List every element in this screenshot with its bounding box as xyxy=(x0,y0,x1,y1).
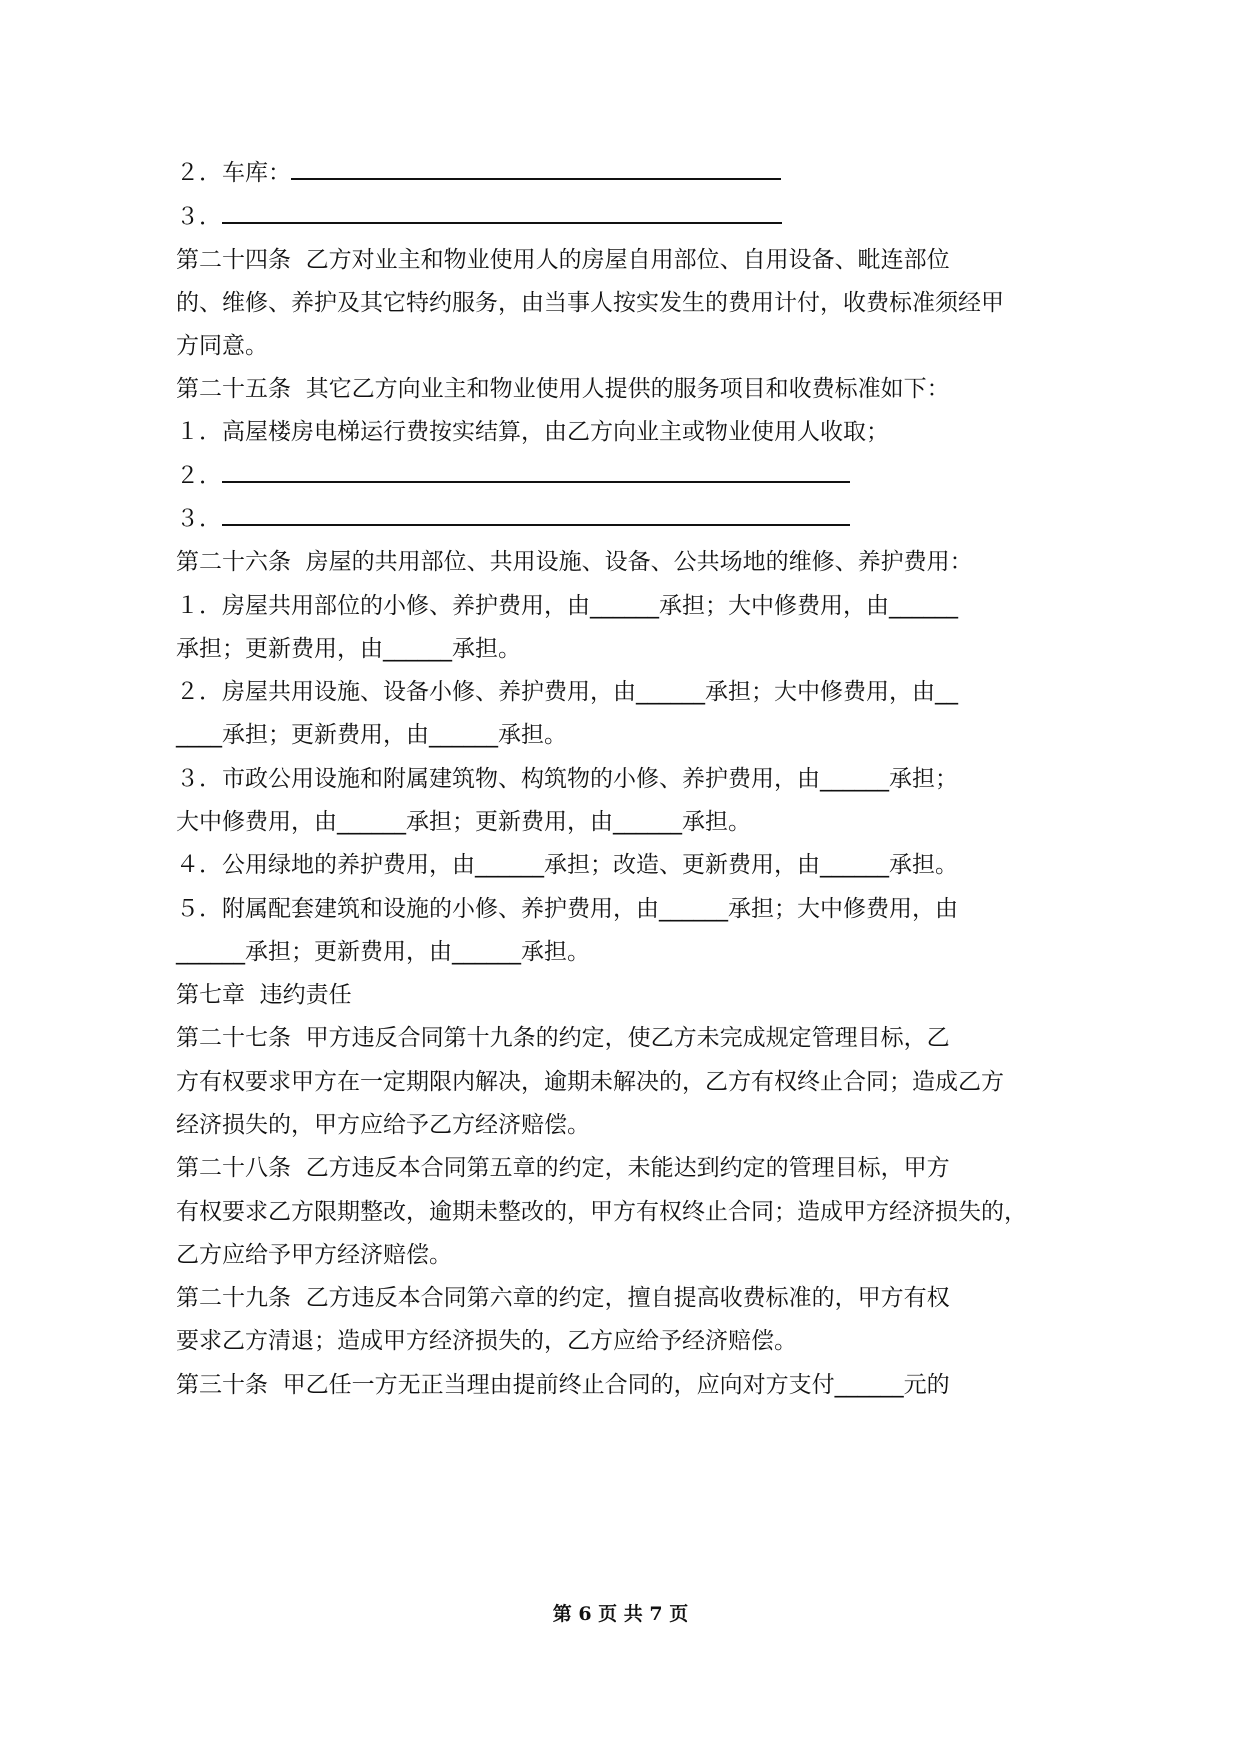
text-line: 乙方应给予甲方经济赔偿。 xyxy=(176,1242,452,1268)
text-line: ２．车库： xyxy=(176,158,781,188)
text-line: ２． xyxy=(176,461,850,491)
text-line: ３． xyxy=(176,202,782,232)
text-line: ５．附属配套建筑和设施的小修、养护费用，由______承担；大中修费用，由 xyxy=(176,896,958,922)
fill-in-blank xyxy=(222,202,782,224)
chapter-heading: 第七章 违约责任 xyxy=(176,982,352,1008)
text-line: 的、维修、养护及其它特约服务，由当事人按实发生的费用计付，收费标准须经甲 xyxy=(176,290,1004,316)
article-heading: 第二十五条 其它乙方向业主和物业使用人提供的服务项目和收费标准如下： xyxy=(176,376,950,402)
text-line: 方有权要求甲方在一定期限内解决，逾期未解决的，乙方有权终止合同；造成乙方 xyxy=(176,1069,1004,1095)
text-line: ３．市政公用设施和附属建筑物、构筑物的小修、养护费用，由______承担； xyxy=(176,766,958,792)
fill-in-blank xyxy=(222,461,850,483)
text-line: １．高屋楼房电梯运行费按实结算，由乙方向业主或物业使用人收取； xyxy=(176,419,889,445)
text-line: １．房屋共用部位的小修、养护费用，由______承担；大中修费用，由______ xyxy=(176,593,958,619)
article-heading: 第三十条 甲乙任一方无正当理由提前终止合同的，应向对方支付______元的 xyxy=(176,1372,950,1398)
text-line: 方同意。 xyxy=(176,333,268,359)
text-line: 经济损失的，甲方应给予乙方经济赔偿。 xyxy=(176,1112,590,1138)
text-line: ４．公用绿地的养护费用，由______承担；改造、更新费用，由______承担。 xyxy=(176,852,958,878)
article-heading: 第二十八条 乙方违反本合同第五章的约定，未能达到约定的管理目标，甲方 xyxy=(176,1155,950,1181)
fill-in-blank xyxy=(222,504,850,526)
text-line: ____承担；更新费用，由______承担。 xyxy=(176,722,567,748)
article-heading: 第二十九条 乙方违反本合同第六章的约定，擅自提高收费标准的，甲方有权 xyxy=(176,1285,950,1311)
text-line: 大中修费用，由______承担；更新费用，由______承担。 xyxy=(176,809,751,835)
text-line: 有权要求乙方限期整改，逾期未整改的，甲方有权终止合同；造成甲方经济损失的， xyxy=(176,1199,1027,1225)
article-heading: 第二十七条 甲方违反合同第十九条的约定，使乙方未完成规定管理目标，乙 xyxy=(176,1025,950,1051)
text-line: ３． xyxy=(176,504,850,534)
text-line: ２．房屋共用设施、设备小修、养护费用，由______承担；大中修费用，由__ xyxy=(176,679,958,705)
text-line: 承担；更新费用，由______承担。 xyxy=(176,636,521,662)
article-heading: 第二十六条 房屋的共用部位、共用设施、设备、公共场地的维修、养护费用： xyxy=(176,549,973,575)
fill-in-blank xyxy=(291,158,781,180)
article-heading: 第二十四条 乙方对业主和物业使用人的房屋自用部位、自用设备、毗连部位 xyxy=(176,247,950,273)
page-footer: 第 6 页 共 7 页 xyxy=(552,1603,689,1625)
text-line: 要求乙方清退；造成甲方经济损失的，乙方应给予经济赔偿。 xyxy=(176,1328,797,1354)
text-line: ______承担；更新费用，由______承担。 xyxy=(176,939,590,965)
